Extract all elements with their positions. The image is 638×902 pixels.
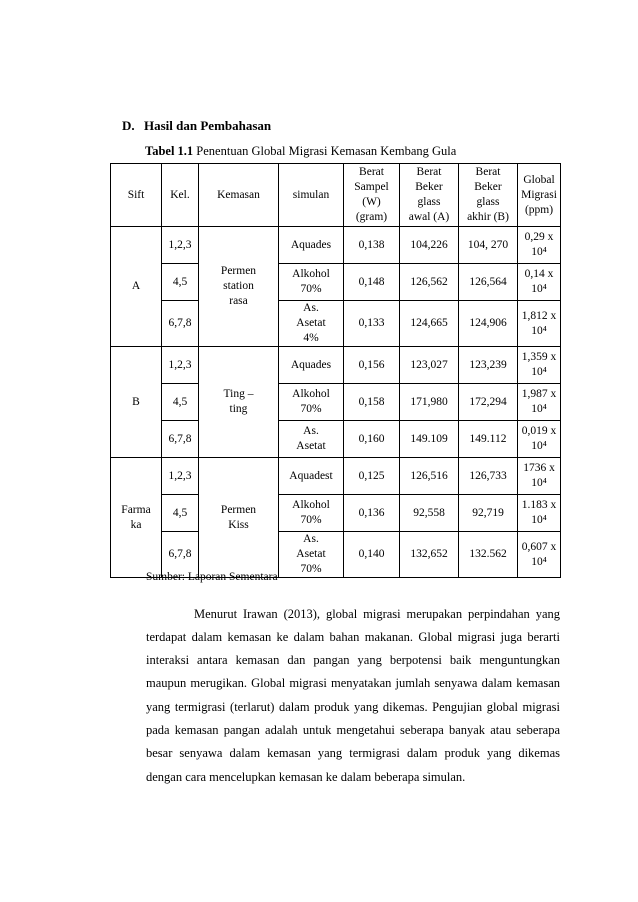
sample-weight-cell: 0,133: [344, 301, 400, 347]
table-header-row: [111, 164, 561, 227]
global-migration-cell: 0,607 x 10⁴: [518, 532, 561, 578]
global-migration-cell: 1736 x 10⁴: [518, 458, 561, 495]
simulan-cell: As. Asetat 4%: [279, 301, 344, 347]
table-caption-text: Penentuan Global Migrasi Kemasan Kembang Gula: [193, 144, 457, 158]
table-row: [111, 301, 561, 347]
section-number: D.: [122, 118, 135, 133]
table-body: [111, 227, 561, 578]
global-migration-cell: 1,359 x 10⁴: [518, 347, 561, 384]
sift-cell: Farma ka: [111, 458, 162, 578]
beaker-initial-cell: 126,562: [400, 264, 459, 301]
sample-weight-cell: 0,148: [344, 264, 400, 301]
global-migration-cell: 0,14 x 10⁴: [518, 264, 561, 301]
table-caption-label: Tabel 1.1: [145, 144, 194, 158]
simulan-cell: Aquades: [279, 227, 344, 264]
beaker-final-cell: 126,564: [459, 264, 518, 301]
table-row: [111, 264, 561, 301]
sample-weight-cell: 0,138: [344, 227, 400, 264]
kel-cell: 1,2,3: [162, 347, 199, 384]
table-caption: [145, 144, 456, 159]
simulan-cell: As. Asetat 70%: [279, 532, 344, 578]
table-row: [111, 227, 561, 264]
kel-cell: 6,7,8: [162, 532, 199, 578]
beaker-final-cell: 104, 270: [459, 227, 518, 264]
kel-cell: 1,2,3: [162, 458, 199, 495]
simulan-cell: As. Asetat: [279, 421, 344, 458]
header-cell: Kemasan: [199, 164, 279, 227]
simulan-cell: Alkohol 70%: [279, 384, 344, 421]
header-cell: Sift: [111, 164, 162, 227]
beaker-final-cell: 132.562: [459, 532, 518, 578]
header-cell: Berat Beker glass akhir (B): [459, 164, 518, 227]
header-cell: Global Migrasi (ppm): [518, 164, 561, 227]
section-title: Hasil dan Pembahasan: [144, 118, 272, 133]
header-cell: Berat Beker glass awal (A): [400, 164, 459, 227]
table-row: [111, 458, 561, 495]
beaker-final-cell: 124,906: [459, 301, 518, 347]
sample-weight-cell: 0,136: [344, 495, 400, 532]
body-paragraph: Menurut Irawan (2013), global migrasi merupakan perpindahan yang terdapat dalam kemasan ke dalam bahan makanan. Global migrasi juga berarti interaksi antara kemasan dan pangan yang berpotensi baik menguntungkan maupun merugikan. Global migrasi menyatakan jumlah senyawa dalam kemasan yang termigrasi (terlarut) dalam produk yang dikemas. Pengujian global migrasi pada kemasan pangan adalah untuk mengetahui seberapa banyak atau seberapa besar senyawa dalam kemasan yang termigrasi dalam produk yang dikemas dengan cara mencelupkan kemasan ke dalam beberapa simulan.: [146, 606, 560, 784]
global-migration-cell: 0,29 x 10⁴: [518, 227, 561, 264]
global-migration-cell: 1,987 x 10⁴: [518, 384, 561, 421]
beaker-final-cell: 172,294: [459, 384, 518, 421]
migration-table: [110, 163, 561, 578]
table-row: [111, 421, 561, 458]
global-migration-cell: 1.183 x 10⁴: [518, 495, 561, 532]
sample-weight-cell: 0,158: [344, 384, 400, 421]
beaker-initial-cell: 132,652: [400, 532, 459, 578]
kel-cell: 6,7,8: [162, 421, 199, 458]
simulan-cell: Aquades: [279, 347, 344, 384]
global-migration-cell: 1,812 x 10⁴: [518, 301, 561, 347]
section-heading: [122, 118, 271, 134]
beaker-final-cell: 123,239: [459, 347, 518, 384]
table-row: [111, 347, 561, 384]
kel-cell: 4,5: [162, 384, 199, 421]
beaker-final-cell: 92,719: [459, 495, 518, 532]
header-cell: Berat Sampel (W) (gram): [344, 164, 400, 227]
header-cell: simulan: [279, 164, 344, 227]
beaker-initial-cell: 126,516: [400, 458, 459, 495]
kel-cell: 6,7,8: [162, 301, 199, 347]
kemasan-cell: Ting – ting: [199, 347, 279, 458]
kemasan-cell: Permen station rasa: [199, 227, 279, 347]
simulan-cell: Alkohol 70%: [279, 264, 344, 301]
kel-cell: 1,2,3: [162, 227, 199, 264]
beaker-final-cell: 126,733: [459, 458, 518, 495]
table-row: [111, 384, 561, 421]
header-cell: Kel.: [162, 164, 199, 227]
beaker-initial-cell: 171,980: [400, 384, 459, 421]
sample-weight-cell: 0,125: [344, 458, 400, 495]
kel-cell: 4,5: [162, 264, 199, 301]
beaker-initial-cell: 124,665: [400, 301, 459, 347]
beaker-final-cell: 149.112: [459, 421, 518, 458]
sample-weight-cell: 0,140: [344, 532, 400, 578]
beaker-initial-cell: 149.109: [400, 421, 459, 458]
kel-cell: 4,5: [162, 495, 199, 532]
sample-weight-cell: 0,156: [344, 347, 400, 384]
kemasan-cell: Permen Kiss: [199, 458, 279, 578]
sift-cell: B: [111, 347, 162, 458]
beaker-initial-cell: 123,027: [400, 347, 459, 384]
simulan-cell: Aquadest: [279, 458, 344, 495]
beaker-initial-cell: 92,558: [400, 495, 459, 532]
simulan-cell: Alkohol 70%: [279, 495, 344, 532]
global-migration-cell: 0,019 x 10⁴: [518, 421, 561, 458]
sample-weight-cell: 0,160: [344, 421, 400, 458]
table-row: [111, 495, 561, 532]
sift-cell: A: [111, 227, 162, 347]
table-source: Sumber: Laporan Sementara: [146, 571, 278, 583]
beaker-initial-cell: 104,226: [400, 227, 459, 264]
